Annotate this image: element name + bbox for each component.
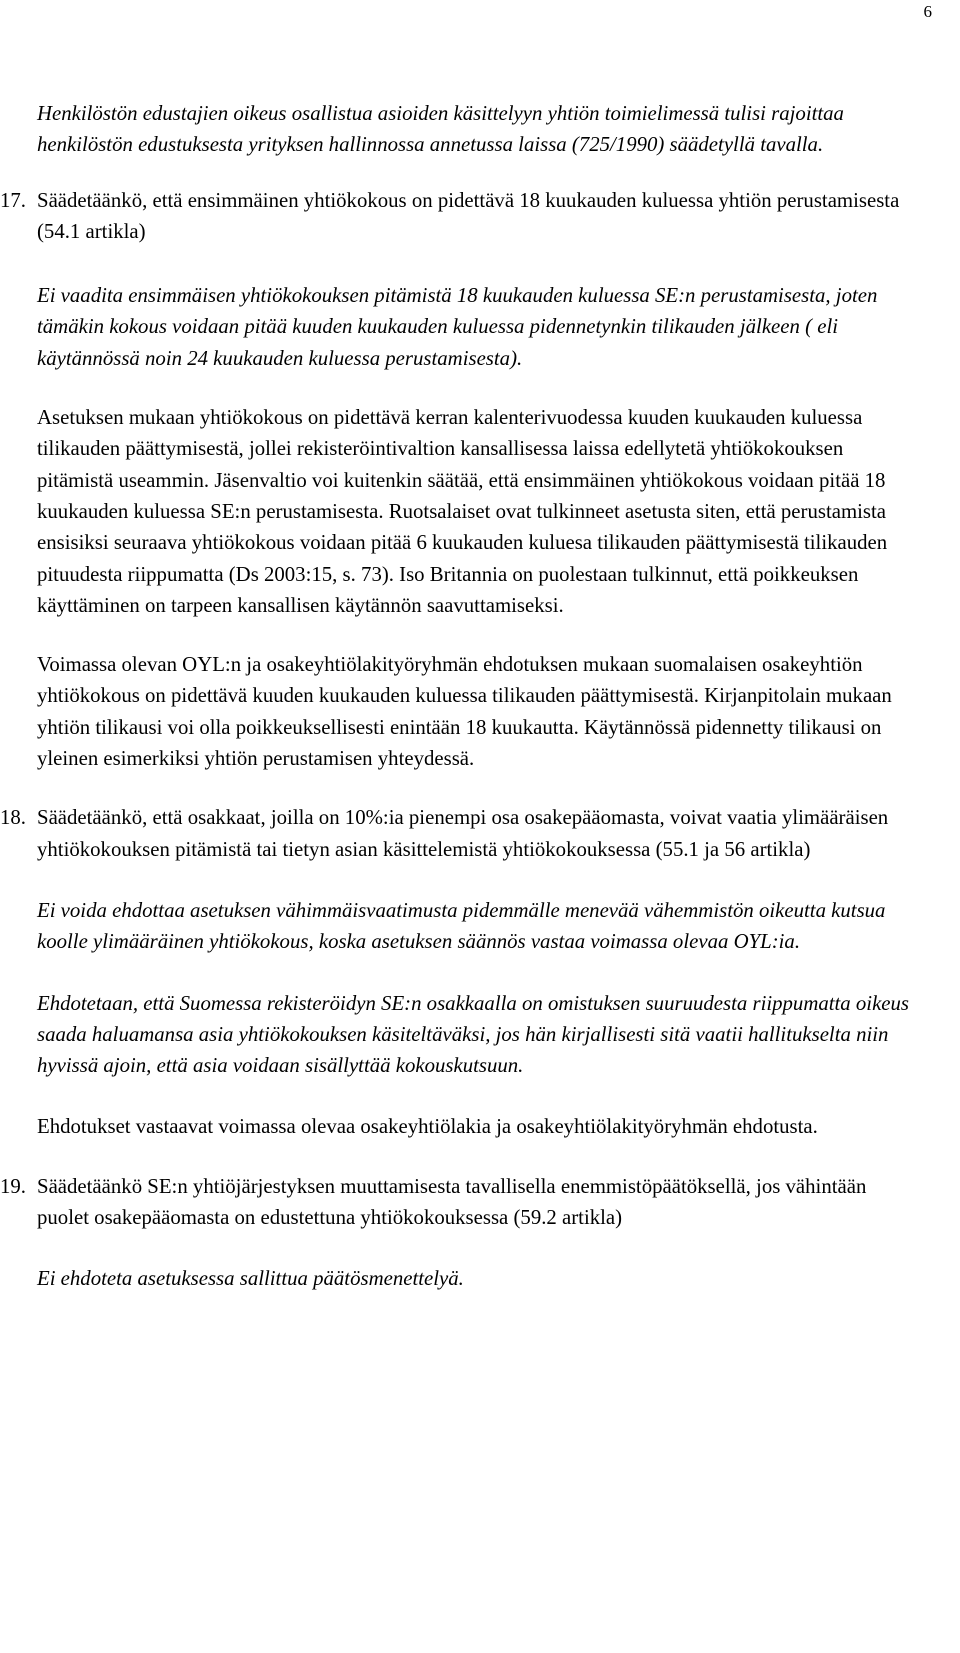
question-17-number: 17. bbox=[0, 188, 26, 212]
question-19 bbox=[0, 1171, 917, 1234]
question-18 bbox=[0, 802, 917, 865]
question-17-text: Säädetäänkö, että ensimmäinen yhtiökokous on pidettävä 18 kuukauden kuluessa yhtiön perustamisesta (54.1 artikla) bbox=[37, 188, 900, 243]
question-17 bbox=[0, 185, 917, 248]
answer-18-italic-proposal: Ehdotetaan, että Suomessa rekisteröidyn SE:n osakkaalla on omistuksen suuruudesta riippumatta oikeus saada haluamansa asia yhtiökokouksen käsiteltäväksi, jos hän kirjallisesti sitä vaatii hallitukselta niin hyvissä ajoin, että asia voidaan sisällyttää kokouskutsuun. bbox=[37, 991, 910, 1078]
question-19-number: 19. bbox=[0, 1174, 26, 1198]
question-18-text: Säädetäänkö, että osakkaat, joilla on 10%:ia pienempi osa osakepääomasta, voivat vaatia ylimääräisen yhtiökokouksen pitämistä tai tietyn asian käsittelemistä yhtiökokouksessa (55.1 ja 56 artikla) bbox=[37, 806, 889, 861]
answer-18-italic-minority: Ei voida ehdottaa asetuksen vähimmäisvaatimusta pidemmälle menevää vähemmistön oikeutta kutsua koolle ylimääräinen yhtiökokous, koska asetuksen säännös vastaa voimassa olevaa OYL:ia. bbox=[37, 898, 886, 954]
paragraph-17-finnish-law: Voimassa olevan OYL:n ja osakeyhtiölakityöryhmän ehdotuksen mukaan suomalaisen osakeyhtiön yhtiökokous on pidettävä kuuden kuukauden kuluessa tilikauden päättymisestä. Kirjanpitolain mukaan yhtiön tilikausi voi olla poikkeuksellisesti enintään 18 kuukautta. Käytännössä pidennetty tilikausi on yleinen esimerkiksi yhtiön perustamisen yhteydessä. bbox=[37, 653, 892, 771]
document-body bbox=[0, 98, 917, 1295]
page-number: 6 bbox=[923, 2, 932, 21]
question-18-number: 18. bbox=[0, 806, 26, 830]
question-19-text: Säädetäänkö SE:n yhtiöjärjestyksen muuttamisesta tavallisella enemmistöpäätöksellä, jos vähintään puolet osakepääomasta on edustettuna yhtiökokouksessa (59.2 artikla) bbox=[37, 1174, 867, 1230]
answer-19-italic: Ei ehdoteta asetuksessa sallittua päätösmenettelyä. bbox=[37, 1267, 464, 1291]
paragraph-staff-representation: Henkilöstön edustajien oikeus osallistua asioiden käsittelyyn yhtiön toimielimessä tulisi rajoittaa henkilöstön edustuksesta yrityksen hallinnossa annetussa laissa (725/1990) säädetyllä tavalla. bbox=[37, 102, 844, 157]
paragraph-17-regulation: Asetuksen mukaan yhtiökokous on pidettävä kerran kalenterivuodessa kuuden kuukauden kuluessa tilikauden päättymisestä, jollei rekisteröintivaltion kansallisessa laissa edellytetä yhtiökokouksen pitämistä useammin. Jäsenvaltio voi kuitenkin säätää, että ensimmäinen yhtiökokous voidaan pitää 18 kuukauden kuluessa SE:n perustamisesta. Ruotsalaiset ovat tulkinneet asetusta siten, että perustamista ensisiksi seuraava yhtiökokous voidaan pitää 6 kuukauden kuluesa tilikauden päättymisestä tilikauden pituudesta riippumatta (Ds 2003:15, s. 73). Iso Britannia on puolestaan tulkinnut, että poikkeuksen käyttäminen on tarpeen kansallisen käytännön saavuttamiseksi. bbox=[37, 406, 888, 617]
paragraph-18-conclusion: Ehdotukset vastaavat voimassa olevaa osakeyhtiölakia ja osakeyhtiölakityöryhmän ehdotusta. bbox=[37, 1115, 818, 1139]
answer-17-italic: Ei vaadita ensimmäisen yhtiökokouksen pitämistä 18 kuukauden kuluessa SE:n perustamisesta, joten tämäkin kokous voidaan pitää kuuden kuukauden kuluessa pidennetynkin tilikauden jälkeen ( eli käytännössä noin 24 kuukauden kuluessa perustamisesta). bbox=[37, 284, 878, 370]
